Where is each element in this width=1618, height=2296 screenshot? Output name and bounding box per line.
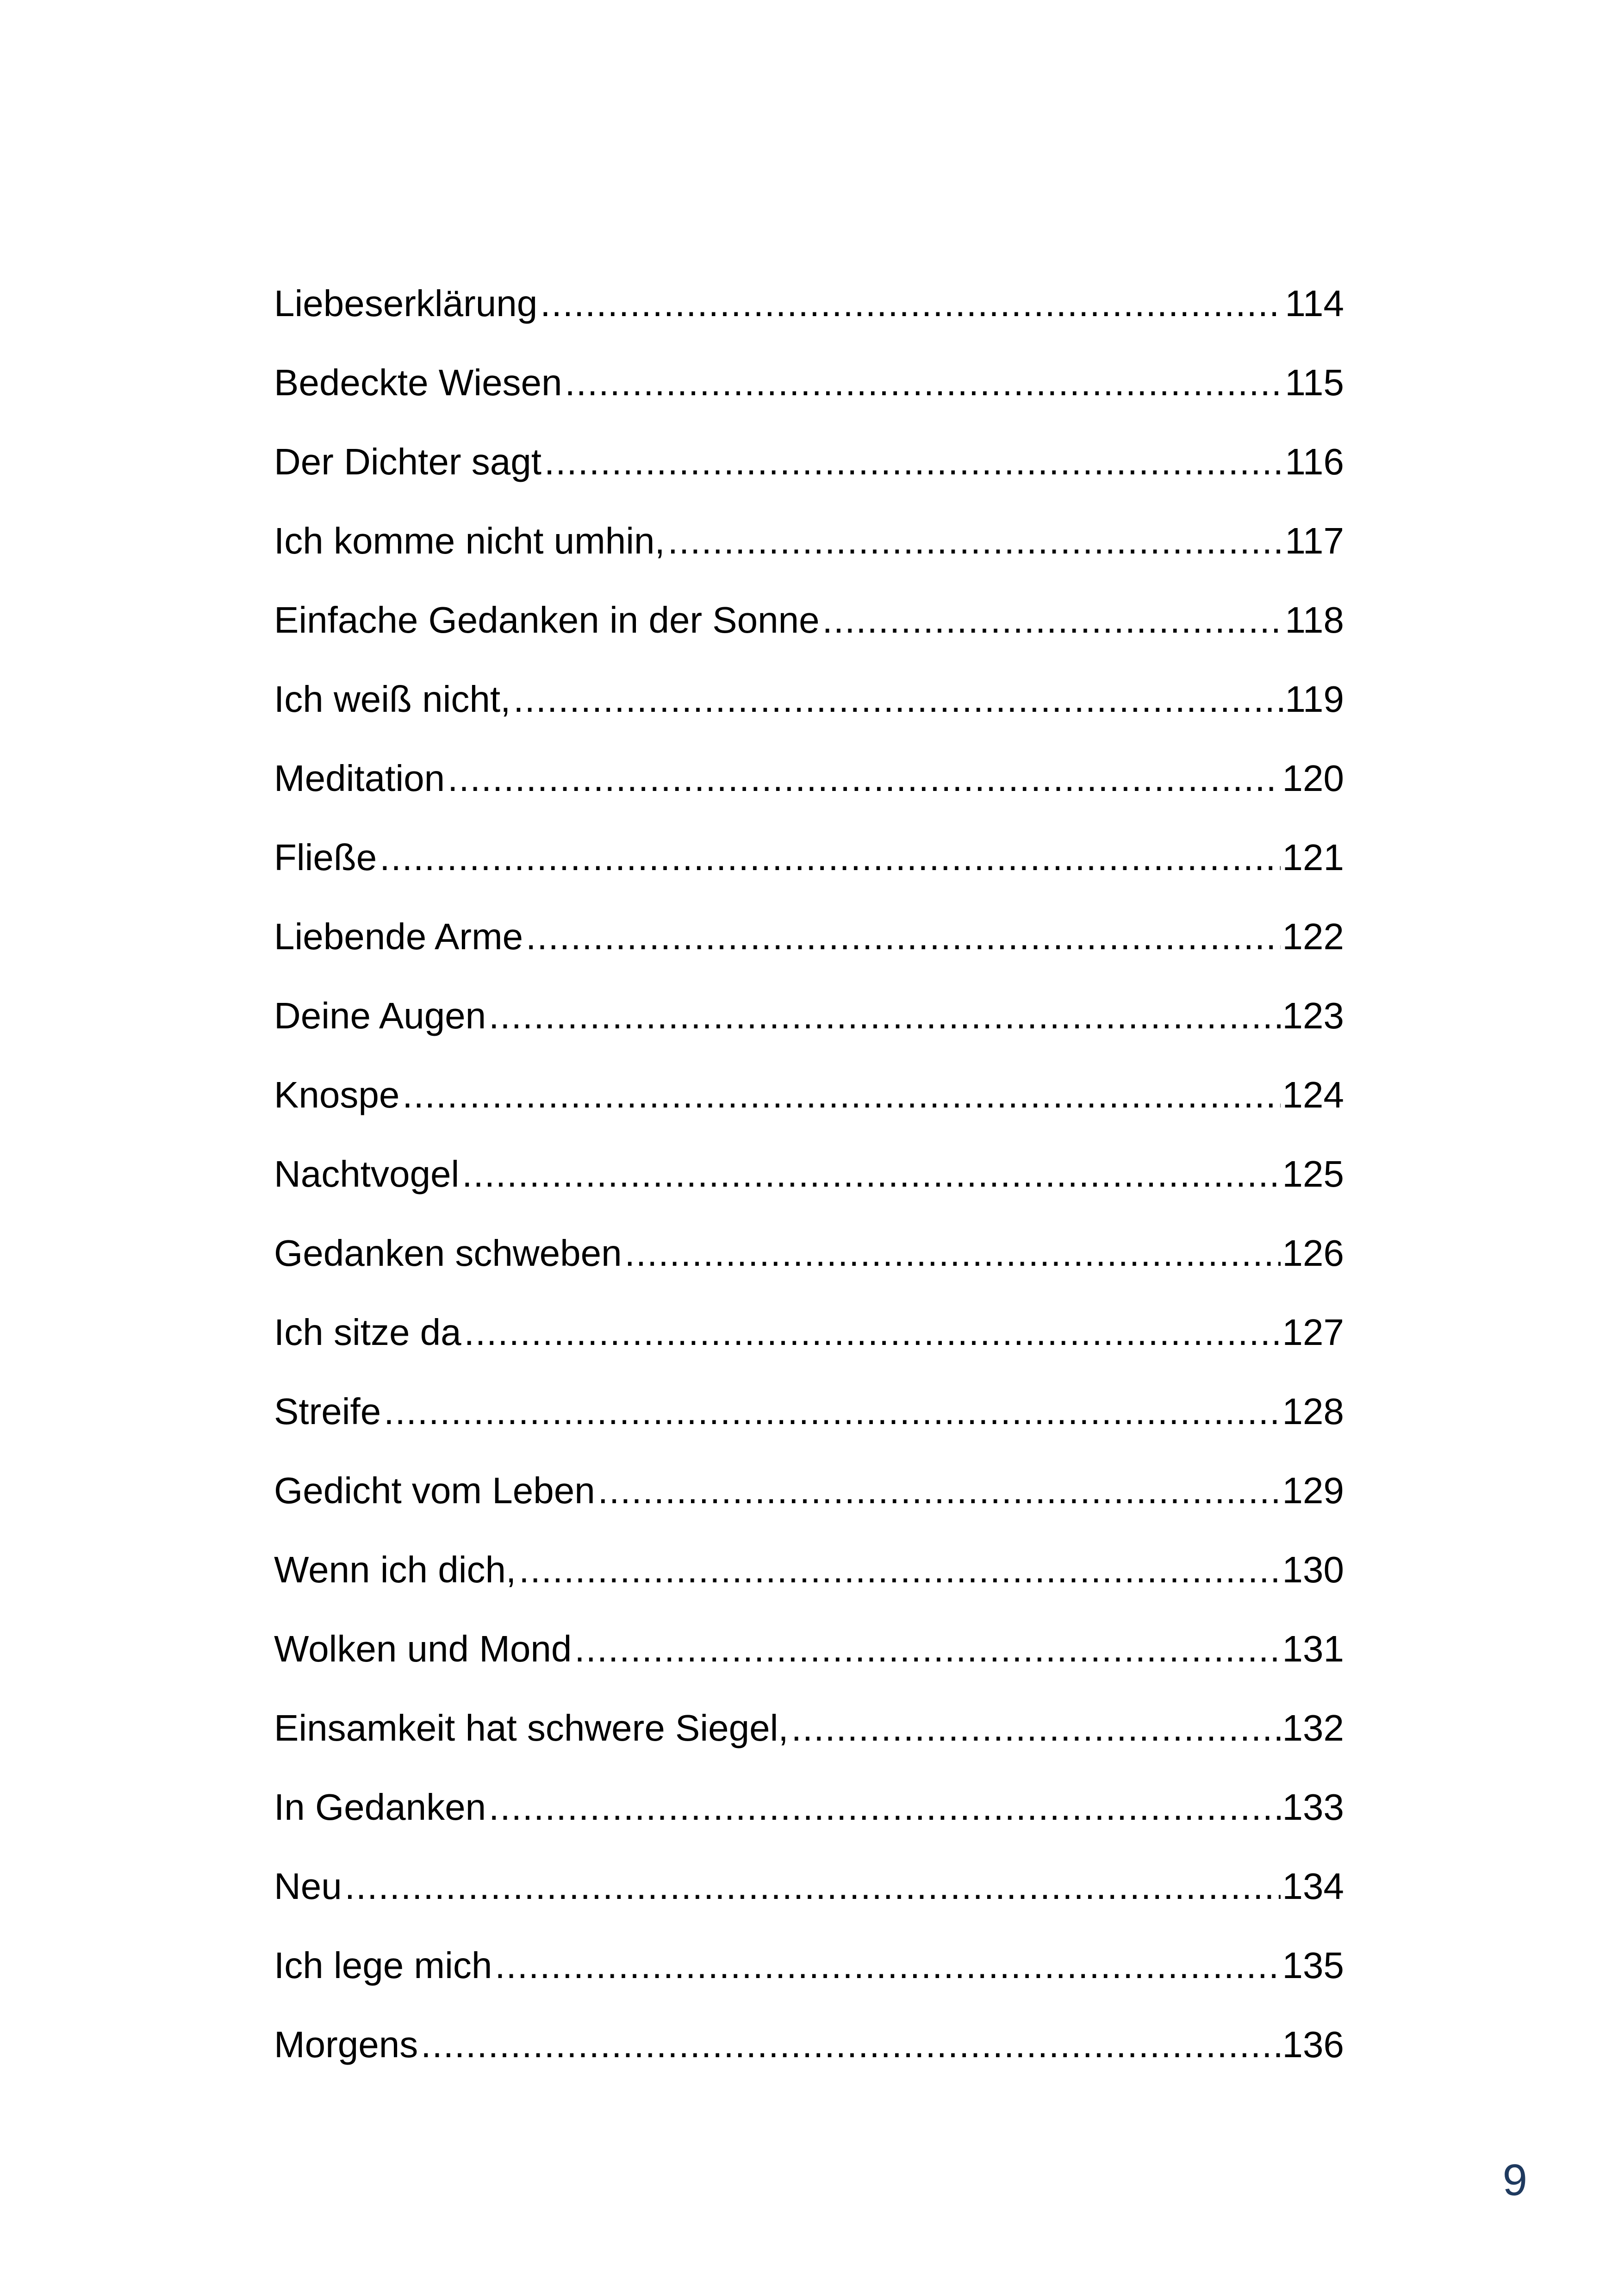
toc-entry-page: 128 [1282, 1391, 1344, 1432]
toc-entry[interactable] [274, 1530, 1344, 1609]
toc-leader-dots [489, 976, 1280, 1055]
toc-leader-dots [519, 1530, 1280, 1609]
toc-entry-title: Einfache Gedanken in der Sonne [274, 599, 820, 641]
toc-entry-page: 131 [1282, 1628, 1344, 1669]
toc-leader-dots [625, 1213, 1281, 1293]
table-of-contents [274, 264, 1344, 2084]
toc-entry[interactable] [274, 739, 1344, 818]
toc-leader-dots [464, 1293, 1281, 1372]
toc-entry-title: Einsamkeit hat schwere Siegel, [274, 1707, 789, 1748]
toc-leader-dots [495, 1926, 1280, 2005]
toc-entry-page: 115 [1285, 362, 1344, 403]
toc-entry-page: 121 [1282, 837, 1344, 878]
toc-entry-title: Ich komme nicht umhin, [274, 520, 665, 561]
toc-entry-page: 136 [1282, 2024, 1344, 2065]
toc-entry[interactable] [274, 1926, 1344, 2005]
toc-entry[interactable] [274, 1767, 1344, 1847]
toc-entry-title: Bedeckte Wiesen [274, 362, 562, 403]
toc-entry[interactable] [274, 1688, 1344, 1767]
toc-entry[interactable] [274, 501, 1344, 580]
toc-entry-page: 120 [1282, 758, 1344, 799]
toc-leader-dots [544, 422, 1283, 501]
toc-entry-title: Wolken und Mond [274, 1628, 572, 1669]
toc-entry-title: Morgens [274, 2024, 418, 2065]
toc-entry-page: 129 [1282, 1470, 1344, 1511]
toc-entry[interactable] [274, 1372, 1344, 1451]
toc-entry-page: 130 [1282, 1549, 1344, 1590]
toc-entry-page: 114 [1285, 283, 1344, 324]
toc-entry-title: Fließe [274, 837, 377, 878]
toc-leader-dots [448, 739, 1280, 818]
toc-entry-page: 116 [1285, 441, 1344, 482]
toc-leader-dots [402, 1055, 1280, 1134]
toc-leader-dots [598, 1451, 1281, 1530]
toc-entry[interactable] [274, 1134, 1344, 1213]
toc-leader-dots [421, 2005, 1280, 2084]
toc-entry-title: Knospe [274, 1074, 400, 1115]
toc-leader-dots [380, 818, 1280, 897]
toc-entry-page: 127 [1282, 1312, 1344, 1353]
toc-entry-page: 123 [1282, 995, 1344, 1036]
toc-entry[interactable] [274, 1213, 1344, 1293]
toc-entry-title: Streife [274, 1391, 381, 1432]
toc-entry[interactable] [274, 422, 1344, 501]
toc-entry-page: 125 [1282, 1153, 1344, 1195]
toc-entry[interactable] [274, 1609, 1344, 1688]
toc-entry[interactable] [274, 1451, 1344, 1530]
toc-entry[interactable] [274, 818, 1344, 897]
toc-leader-dots [540, 264, 1283, 343]
toc-entry-title: Nachtvogel [274, 1153, 460, 1195]
toc-leader-dots [462, 1134, 1280, 1213]
toc-entry-title: Gedanken schweben [274, 1232, 622, 1274]
toc-entry[interactable] [274, 1055, 1344, 1134]
page-number: 9 [1502, 2155, 1527, 2205]
toc-entry-title: Gedicht vom Leben [274, 1470, 595, 1511]
toc-entry[interactable] [274, 660, 1344, 739]
toc-entry-page: 135 [1282, 1945, 1344, 1986]
toc-leader-dots [822, 580, 1283, 660]
toc-entry-page: 118 [1285, 599, 1344, 641]
toc-entry-page: 132 [1282, 1707, 1344, 1748]
toc-entry[interactable] [274, 897, 1344, 976]
toc-leader-dots [513, 660, 1283, 739]
toc-entry-title: Wenn ich dich, [274, 1549, 517, 1590]
toc-entry-title: Ich weiß nicht, [274, 678, 511, 720]
toc-entry[interactable] [274, 343, 1344, 422]
toc-entry[interactable] [274, 264, 1344, 343]
toc-entry[interactable] [274, 1847, 1344, 1926]
toc-leader-dots [345, 1847, 1281, 1926]
toc-entry[interactable] [274, 1293, 1344, 1372]
toc-entry-page: 134 [1282, 1866, 1344, 1907]
toc-entry-title: Deine Augen [274, 995, 486, 1036]
toc-leader-dots [574, 1609, 1280, 1688]
toc-entry[interactable] [274, 2005, 1344, 2084]
toc-leader-dots [791, 1688, 1281, 1767]
toc-leader-dots [668, 501, 1283, 580]
toc-entry-page: 119 [1285, 678, 1344, 720]
toc-leader-dots [489, 1767, 1280, 1847]
toc-entry-title: Der Dichter sagt [274, 441, 541, 482]
toc-entry[interactable] [274, 580, 1344, 660]
toc-leader-dots [384, 1372, 1280, 1451]
toc-entry-page: 126 [1282, 1232, 1344, 1274]
toc-entry-title: In Gedanken [274, 1786, 486, 1828]
toc-leader-dots [526, 897, 1280, 976]
toc-entry[interactable] [274, 976, 1344, 1055]
toc-entry-title: Neu [274, 1866, 342, 1907]
toc-leader-dots [565, 343, 1283, 422]
toc-entry-title: Liebende Arme [274, 916, 523, 957]
toc-entry-title: Ich sitze da [274, 1312, 461, 1353]
toc-entry-page: 117 [1285, 520, 1344, 561]
toc-entry-page: 124 [1282, 1074, 1344, 1115]
toc-entry-page: 133 [1282, 1786, 1344, 1828]
toc-entry-title: Liebeserklärung [274, 283, 538, 324]
toc-entry-title: Meditation [274, 758, 445, 799]
toc-entry-page: 122 [1282, 916, 1344, 957]
toc-entry-title: Ich lege mich [274, 1945, 492, 1986]
